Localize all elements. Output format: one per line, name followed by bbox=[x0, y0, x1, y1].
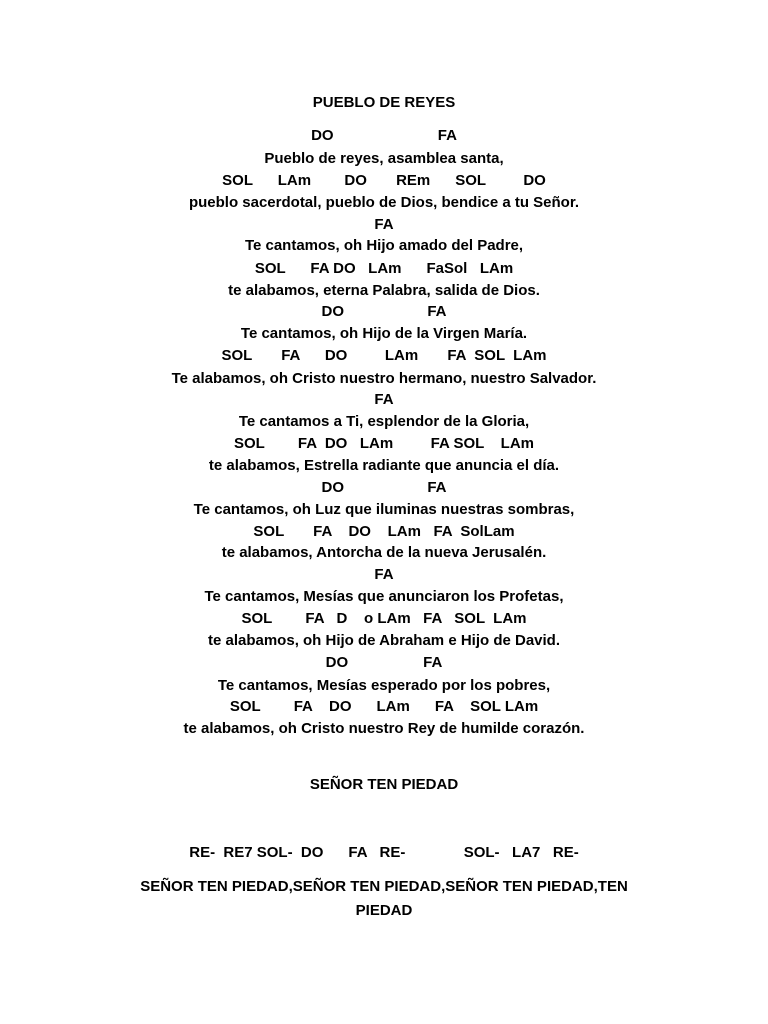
lyric-line: Pueblo de reyes, asamblea santa, bbox=[264, 150, 504, 167]
chord-line: DO FA bbox=[311, 127, 457, 144]
chord-line: SOL FA D o LAm FA SOL LAm bbox=[241, 610, 527, 627]
lyric-line: te alabamos, oh Cristo nuestro Rey de humilde corazón. bbox=[183, 720, 585, 737]
lyric-line: te alabamos, oh Hijo de Abraham e Hijo de David. bbox=[207, 632, 561, 649]
lyric-line: PIEDAD bbox=[355, 902, 413, 919]
chord-line: DO FA bbox=[321, 303, 447, 320]
lyric-line: Te cantamos, Mesías que anunciaron los Profetas, bbox=[204, 588, 564, 605]
chord-line: SOL FA DO LAm FA SOL LAm bbox=[233, 435, 535, 452]
chord-line: SOL FA DO LAm FA SolLam bbox=[253, 523, 515, 540]
lyric-line: Te cantamos, oh Luz que iluminas nuestras sombras, bbox=[193, 501, 575, 518]
lyric-line: pueblo sacerdotal, pueblo de Dios, bendice a tu Señor. bbox=[188, 194, 580, 211]
lyric-line: Te cantamos, Mesías esperado por los pobres, bbox=[217, 677, 551, 694]
lyric-line: Te alabamos, oh Cristo nuestro hermano, nuestro Salvador. bbox=[171, 370, 597, 387]
song-title: PUEBLO DE REYES bbox=[312, 94, 456, 111]
chord-line: FA bbox=[374, 566, 394, 583]
chord-line: FA bbox=[374, 391, 394, 408]
chord-line: SOL LAm DO REm SOL DO bbox=[222, 172, 546, 189]
lyric-line: Te cantamos a Ti, esplendor de la Gloria, bbox=[238, 413, 530, 430]
chord-line: DO FA bbox=[325, 654, 443, 671]
lyric-line: te alabamos, eterna Palabra, salida de Dios. bbox=[228, 282, 540, 299]
lyric-line: te alabamos, Estrella radiante que anuncia el día. bbox=[208, 457, 560, 474]
chord-line: RE- RE7 SOL- DO FA RE- SOL- LA7 RE- bbox=[189, 844, 579, 861]
chord-line: SOL FA DO LAm FA SOL LAm bbox=[229, 698, 539, 715]
lyric-line: Te cantamos, oh Hijo de la Virgen María. bbox=[240, 325, 528, 342]
song-title: SEÑOR TEN PIEDAD bbox=[309, 776, 459, 793]
lyric-line: te alabamos, Antorcha de la nueva Jerusalén. bbox=[221, 544, 547, 561]
chord-line: SOL FA DO LAm FA SOL LAm bbox=[221, 347, 547, 364]
lyric-line: SEÑOR TEN PIEDAD,SEÑOR TEN PIEDAD,SEÑOR TEN PIEDAD,TEN bbox=[140, 878, 628, 895]
chord-line: DO FA bbox=[321, 479, 447, 496]
lyric-line: Te cantamos, oh Hijo amado del Padre, bbox=[244, 237, 524, 254]
chord-line: FA bbox=[374, 216, 394, 233]
chord-line: SOL FA DO LAm FaSol LAm bbox=[254, 260, 514, 277]
